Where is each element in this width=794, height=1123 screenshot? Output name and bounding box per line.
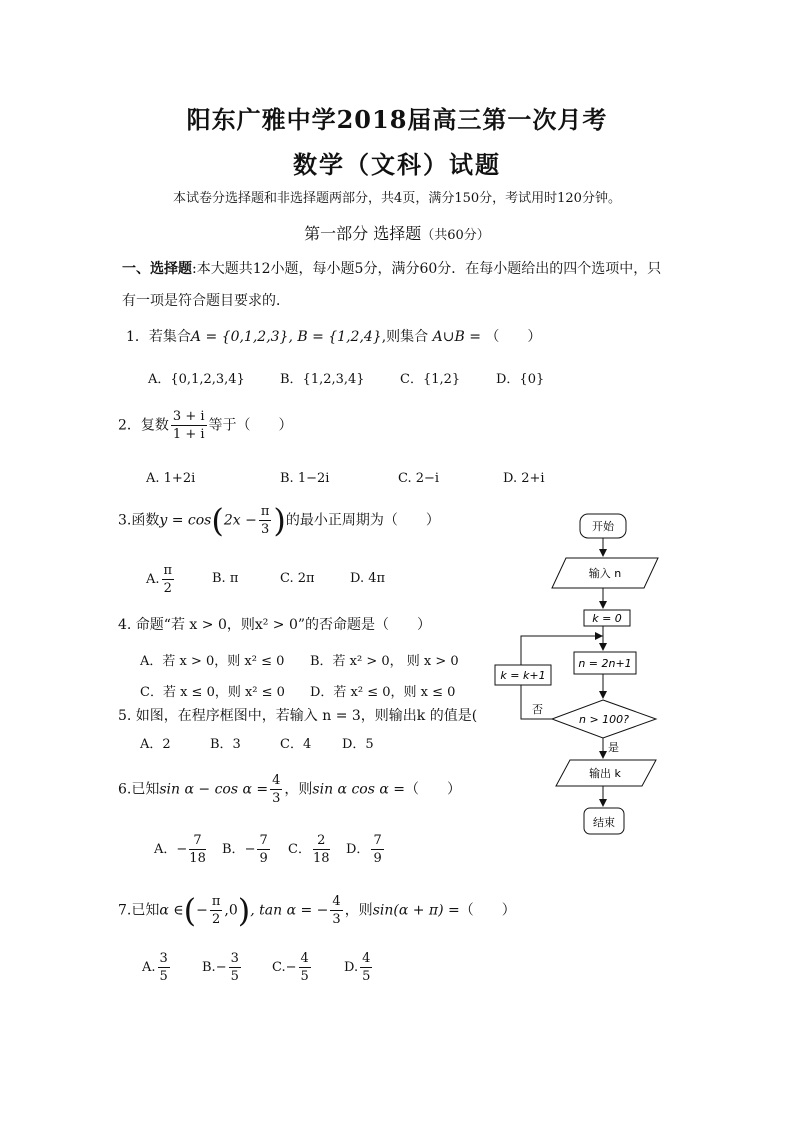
q5-option-b: B．3	[210, 737, 241, 752]
q1-option-c: C．{1,2}	[400, 372, 461, 387]
q6-option-c: C． $\frac{2}{18}$	[288, 833, 330, 866]
flow-start-label: 开始	[592, 520, 614, 533]
question-6: 6.已知sin α − cos α = $\frac{4}{3}$ ，则sin α cos α =（ ）	[118, 773, 461, 806]
q6-option-b: B．− $\frac{7}{9}$	[222, 833, 268, 866]
flow-output-label: 输出 k	[589, 767, 621, 780]
flow-condition-label: n > 100?	[578, 713, 630, 726]
q4-option-a: A．若 x > 0，则 x² ≤ 0	[140, 654, 285, 669]
flow-no-label: 否	[532, 703, 543, 716]
q5-option-c: C．4	[280, 737, 312, 752]
q2-option-c: C. 2−i	[398, 471, 440, 486]
section-instructions-cont: 有一项是符合题目要求的．	[122, 293, 290, 309]
q6-option-d: D． $\frac{7}{9}$	[346, 833, 382, 866]
q2-option-b: B. 1−2i	[280, 471, 330, 486]
part-title: 第一部分 选择题（共60分）	[304, 224, 490, 243]
q4-option-c: C．若 x ≤ 0，则 x² ≤ 0	[140, 685, 285, 700]
question-4: 4. 命题“若 x > 0，则x² > 0”的否命题是（ ）	[118, 617, 432, 633]
flow-assign-label: n = 2n+1	[578, 657, 632, 670]
q5-option-a: A．2	[140, 737, 171, 752]
exam-intro: 本试卷分选择题和非选择题两部分，共4页，满分150分，考试用时120分钟。	[173, 191, 621, 206]
q7-option-d: D. $\frac{4}{5}$	[344, 951, 371, 984]
q2-option-a: A. 1+2i	[146, 471, 196, 486]
question-7: 7.已知α ∈(− $\frac{\pi}{2}$ ,0), tan α = − $\frac{4}{3}$ ，则sin(α + π) =（ ）	[118, 891, 516, 930]
q3-option-a: A. $\frac{\pi}{2}$	[146, 563, 173, 596]
q1-option-b: B．{1,2,3,4}	[280, 372, 365, 387]
exam-subject: 数学（文科）试题	[293, 150, 501, 179]
flow-yes-label: 是	[608, 741, 619, 754]
q1-option-a: A．{0,1,2,3,4}	[148, 372, 245, 387]
exam-title: 阳东广雅中学2018届高三第一次月考	[186, 105, 608, 134]
q3-option-b: B. π	[212, 571, 239, 586]
q6-option-a: A．− $\frac{7}{18}$	[154, 833, 206, 866]
flow-input-label: 输入 n	[588, 567, 622, 580]
q2-fraction: $\frac{3 + i}{1 + i}$	[172, 409, 205, 442]
question-2: 2．复数 $\frac{3 + i}{1 + i}$ 等于（ ）	[118, 409, 293, 442]
q3-option-d: D. 4π	[350, 571, 386, 586]
flow-increment-label: k = k+1	[500, 669, 546, 682]
q3-option-c: C. 2π	[280, 571, 315, 586]
q7-option-b: B.− $\frac{3}{5}$	[202, 951, 239, 984]
flow-init-label: k = 0	[592, 612, 622, 625]
q2-option-d: D. 2+i	[503, 471, 545, 486]
program-flowchart	[488, 508, 668, 848]
q7-option-a: A. $\frac{3}{5}$	[142, 951, 168, 984]
q4-option-d: D．若 x² ≤ 0，则 x ≤ 0	[310, 685, 456, 700]
q4-option-b: B．若 x² > 0， 则 x > 0	[310, 654, 459, 669]
q7-option-c: C.− $\frac{4}{5}$	[272, 951, 309, 984]
section-instructions: 一、选择题:本大题共12小题，每小题5分，满分60分．在每小题给出的四个选项中，只	[122, 261, 662, 277]
q1-option-d: D．{0}	[496, 372, 545, 387]
question-3: 3.函数y = cos(2x − $\frac{\pi}{3}$ )的最小正周期为（ ）	[118, 501, 440, 540]
question-5: 5. 如图，在程序框图中，若输入 n = 3，则输出k 的值是(	[118, 708, 478, 724]
flow-end-label: 结束	[593, 816, 615, 829]
question-1: 1．若集合A = {0,1,2,3}, B = {1,2,4},则集合 A∪B = （ ）	[126, 329, 542, 345]
q5-option-d: D．5	[342, 737, 374, 752]
